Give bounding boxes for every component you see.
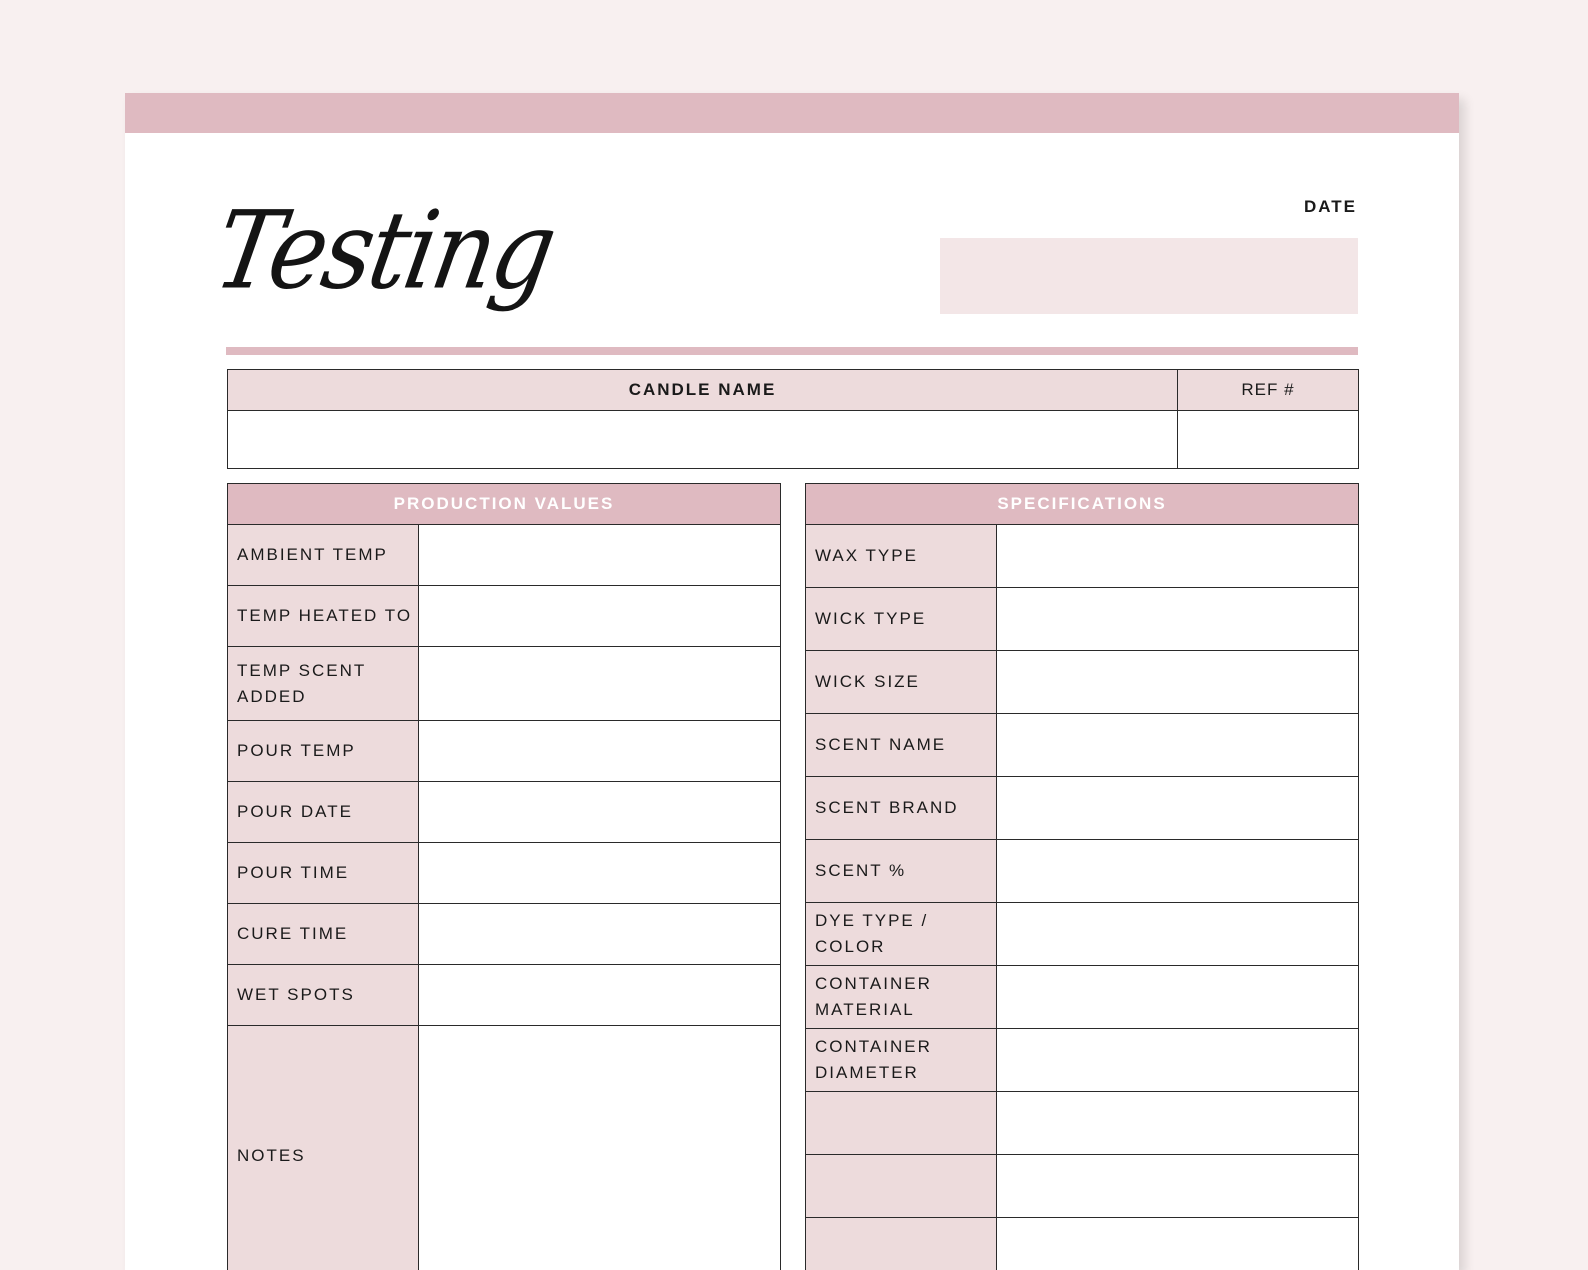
row-label: WICK SIZE — [806, 651, 997, 714]
row-label: SCENT % — [806, 840, 997, 903]
blank-row-label — [806, 1092, 997, 1155]
header-divider — [226, 347, 1358, 355]
wick-size-field[interactable] — [997, 651, 1359, 714]
date-field[interactable] — [940, 238, 1358, 314]
row-label: CURE TIME — [228, 904, 419, 965]
scent-brand-field[interactable] — [997, 777, 1359, 840]
row-label: POUR TEMP — [228, 721, 419, 782]
wax-type-field[interactable] — [997, 525, 1359, 588]
sheet-title: Testing — [206, 187, 563, 314]
blank-row-label — [806, 1218, 997, 1270]
top-band — [125, 93, 1459, 133]
testing-sheet — [125, 93, 1459, 1270]
ref-header: REF # — [1178, 370, 1359, 411]
specifications-heading: SPECIFICATIONS — [806, 484, 1359, 525]
candle-name-table — [227, 369, 1359, 469]
row-label: CONTAINER DIAMETER — [806, 1029, 997, 1092]
row-label: SCENT NAME — [806, 714, 997, 777]
cure-time-field[interactable] — [419, 904, 781, 965]
production-values-table — [227, 483, 781, 1270]
row-label: SCENT BRAND — [806, 777, 997, 840]
row-label: CONTAINER MATERIAL — [806, 966, 997, 1029]
date-label: DATE — [1303, 197, 1357, 216]
row-label: WAX TYPE — [806, 525, 997, 588]
specifications-table — [805, 483, 1359, 1270]
container-diameter-field[interactable] — [997, 1029, 1359, 1092]
ambient-temp-field[interactable] — [419, 525, 781, 586]
container-material-field[interactable] — [997, 966, 1359, 1029]
blank-spec-field[interactable] — [997, 1092, 1359, 1155]
blank-spec-field[interactable] — [997, 1155, 1359, 1218]
pour-date-field[interactable] — [419, 782, 781, 843]
candle-name-field[interactable] — [228, 411, 1178, 469]
pour-temp-field[interactable] — [419, 721, 781, 782]
row-label: POUR TIME — [228, 843, 419, 904]
row-label: DYE TYPE / COLOR — [806, 903, 997, 966]
scent-name-field[interactable] — [997, 714, 1359, 777]
notes-field[interactable] — [419, 1026, 781, 1270]
wet-spots-field[interactable] — [419, 965, 781, 1026]
row-label: AMBIENT TEMP — [228, 525, 419, 586]
row-label: WET SPOTS — [228, 965, 419, 1026]
row-label: TEMP SCENT ADDED — [228, 647, 419, 721]
ref-field[interactable] — [1178, 411, 1359, 469]
blank-row-label — [806, 1155, 997, 1218]
temp-heated-to-field[interactable] — [419, 586, 781, 647]
wick-type-field[interactable] — [997, 588, 1359, 651]
temp-scent-added-field[interactable] — [419, 647, 781, 721]
row-label: NOTES — [228, 1026, 419, 1270]
row-label: TEMP HEATED TO — [228, 586, 419, 647]
row-label: WICK TYPE — [806, 588, 997, 651]
production-values-heading: PRODUCTION VALUES — [228, 484, 781, 525]
candle-name-header: CANDLE NAME — [228, 370, 1178, 411]
dye-type-color-field[interactable] — [997, 903, 1359, 966]
blank-spec-field[interactable] — [997, 1218, 1359, 1270]
row-label: POUR DATE — [228, 782, 419, 843]
pour-time-field[interactable] — [419, 843, 781, 904]
scent-percent-field[interactable] — [997, 840, 1359, 903]
